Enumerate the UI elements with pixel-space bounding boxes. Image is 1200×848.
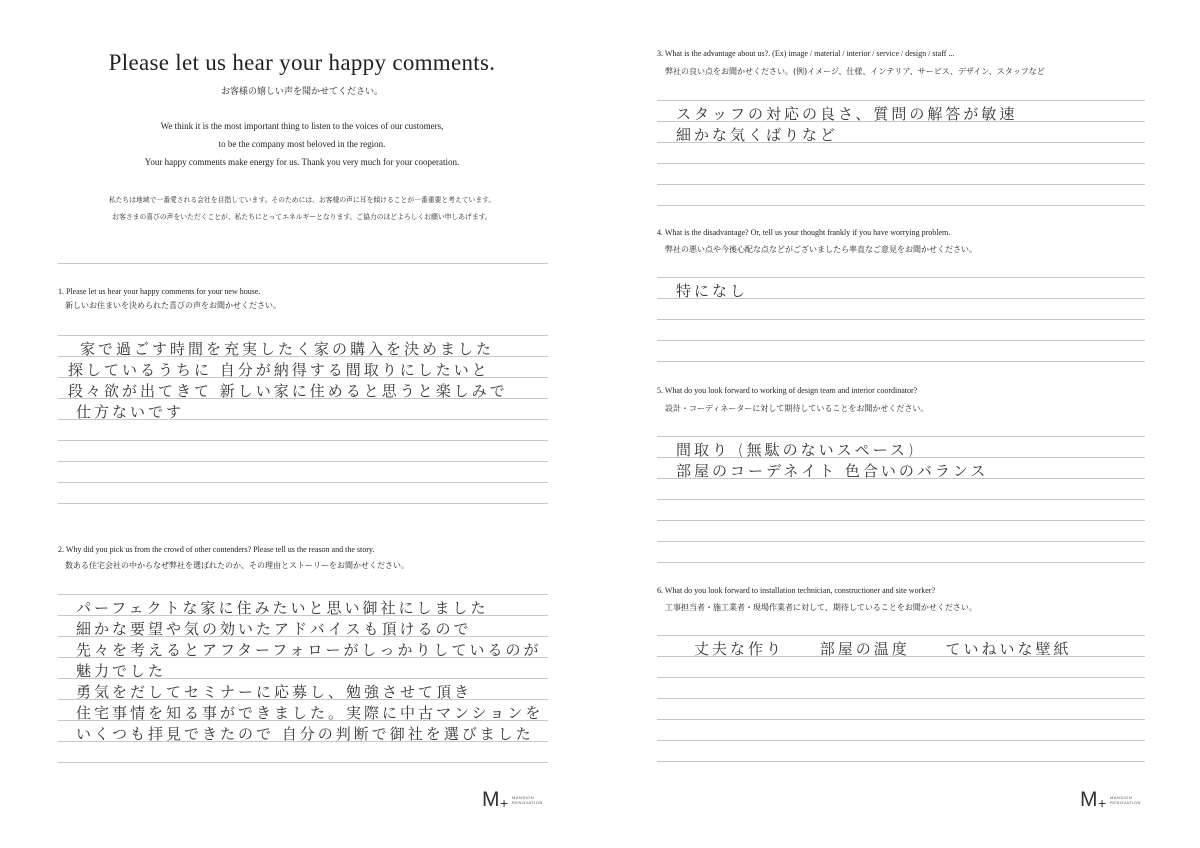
answer-line xyxy=(657,163,1145,164)
question-1-en: 1. Please let us hear your happy comments for your new house. xyxy=(58,287,261,296)
answer-2-line-7: いくつも拝見できたので 自分の判断で御社を選びました xyxy=(76,725,534,743)
answer-2-line-5: 勇気をだしてセミナーに応募し、勉強させて頂き xyxy=(76,683,473,701)
answer-4-line-1: 特になし xyxy=(676,282,749,300)
question-5-jp: 設計・コーディネーターに対して期待していることをお聞かせください。 xyxy=(665,404,929,413)
logo-subtext xyxy=(512,795,543,805)
answer-line xyxy=(657,361,1145,362)
answer-line xyxy=(657,761,1145,762)
intro-jp-line-2: お客さまの喜びの声をいただくことが、私たちにとってエネルギーとなります。ご協力のほどよろしくお願い申しあげます。 xyxy=(112,213,492,221)
answer-line xyxy=(657,277,1145,278)
answer-3-line-2: 細かな気くばりなど xyxy=(676,126,839,144)
logo-subtext-2: RENOVATION xyxy=(512,800,543,805)
answer-3-line-1: スタッフの対応の良さ、質問の解答が敏速 xyxy=(676,105,1018,123)
answer-line xyxy=(657,541,1145,542)
answer-line xyxy=(657,719,1145,720)
logo-mark: M xyxy=(482,788,500,811)
answer-2-line-4: 魅力でした xyxy=(76,662,167,680)
answer-line xyxy=(657,340,1145,341)
answer-line xyxy=(58,762,548,763)
answer-line xyxy=(58,594,548,595)
page-title: Please let us hear your happy comments. xyxy=(108,50,496,75)
answer-line xyxy=(657,499,1145,500)
answer-line xyxy=(657,677,1145,678)
question-4-jp: 弊社の悪い点や今後心配な点などがございましたら率直なご意見をお聞かせください。 xyxy=(665,245,977,254)
answer-2-line-6: 住宅事情を知る事ができました。実際に中古マンションを xyxy=(76,704,544,722)
answer-line xyxy=(58,440,548,441)
answer-1-line-2: 探しているうちに 自分が納得する間取りにしたいと xyxy=(68,361,490,379)
page-title-jp: お客様の嬉しい声を聞かせてください。 xyxy=(220,87,383,97)
logo-plus: + xyxy=(500,795,509,811)
question-3-en: 3. What is the advantage about us?. (Ex) image / material / interior / service / design / staff ... xyxy=(657,49,955,58)
logo-plus: + xyxy=(1098,795,1107,811)
answer-line xyxy=(657,562,1145,563)
answer-1-line-4: 仕方ないです xyxy=(76,403,185,421)
answer-line xyxy=(657,100,1145,101)
logo-subtext-1: MANSION xyxy=(1110,795,1133,800)
answer-line xyxy=(657,635,1145,636)
answer-6-line-1: 丈夫な作り 部屋の温度 ていねいな壁紙 xyxy=(694,640,1072,658)
answer-line xyxy=(657,520,1145,521)
logo-subtext-1: MANSION xyxy=(512,795,535,800)
answer-line xyxy=(58,461,548,462)
answer-line xyxy=(58,482,548,483)
question-5-en: 5. What do you look forward to working of design team and interior coordinator? xyxy=(657,386,918,395)
question-6-jp: 工事担当者・施工業者・現場作業者に対して、期待していることをお聞かせください。 xyxy=(665,603,977,612)
answer-1-line-1: 家で過ごす時間を充実したく家の購入を決めました xyxy=(80,340,495,358)
answer-2-line-3: 先々を考えるとアフターフォローがしっかりしているのが xyxy=(76,641,542,659)
answer-5-line-1: 間取り (無駄のないスペース) xyxy=(676,441,917,459)
answer-line xyxy=(657,184,1145,185)
logo-subtext xyxy=(1110,795,1141,805)
answer-2-line-2: 細かな要望や気の効いたアドバイスも頂けるので xyxy=(76,620,472,638)
answer-5-line-2: 部屋のコーデネイト 色合いのバランス xyxy=(676,462,989,480)
brand-logo xyxy=(482,788,544,812)
question-3-jp: 弊社の良い点をお聞かせください。(例)イメージ、仕様、インテリア、サービス、デザイン、スタッフなど xyxy=(665,67,1045,76)
intro-jp-line-1: 私たちは地域で一番愛される会社を目指しています。そのためには、お客様の声に耳を傾けることが一番重要と考えています。 xyxy=(108,196,496,204)
answer-line xyxy=(657,740,1145,741)
answer-line xyxy=(58,335,548,336)
question-4-en: 4. What is the disadvantage? Or, tell us your thought frankly if you have worrying problem. xyxy=(657,228,951,237)
question-6-en: 6. What do you look forward to installation technician, constructioner and site worker? xyxy=(657,586,935,595)
answer-1-line-3: 段々欲が出てきて 新しい家に住めると思うと楽しみで xyxy=(68,382,508,400)
divider xyxy=(58,263,548,264)
answer-line xyxy=(657,205,1145,206)
intro-en-line-1: We think it is the most important thing to listen to the voices of our customers, xyxy=(160,121,444,131)
intro-en-line-3: Your happy comments make energy for us. Thank you very much for your cooperation. xyxy=(144,157,460,167)
answer-line xyxy=(657,319,1145,320)
answer-2-line-1: パーフェクトな家に住みたいと思い御社にしました xyxy=(76,599,489,617)
answer-line xyxy=(58,503,548,504)
logo-mark: M xyxy=(1080,788,1098,811)
answer-line xyxy=(657,436,1145,437)
logo-subtext-2: RENOVATION xyxy=(1110,800,1141,805)
question-2-en: 2. Why did you pick us from the crowd of other contenders? Please tell us the reason and the story. xyxy=(58,545,375,554)
question-1-jp: 新しいお住まいを決められた喜びの声をお聞かせください。 xyxy=(65,301,281,310)
brand-logo xyxy=(1080,788,1142,812)
question-2-jp: 数ある住宅会社の中からなぜ弊社を選ばれたのか、その理由とストーリーをお聞かせください。 xyxy=(65,561,409,570)
answer-line xyxy=(657,698,1145,699)
intro-en-line-2: to be the company most beloved in the region. xyxy=(218,139,386,149)
